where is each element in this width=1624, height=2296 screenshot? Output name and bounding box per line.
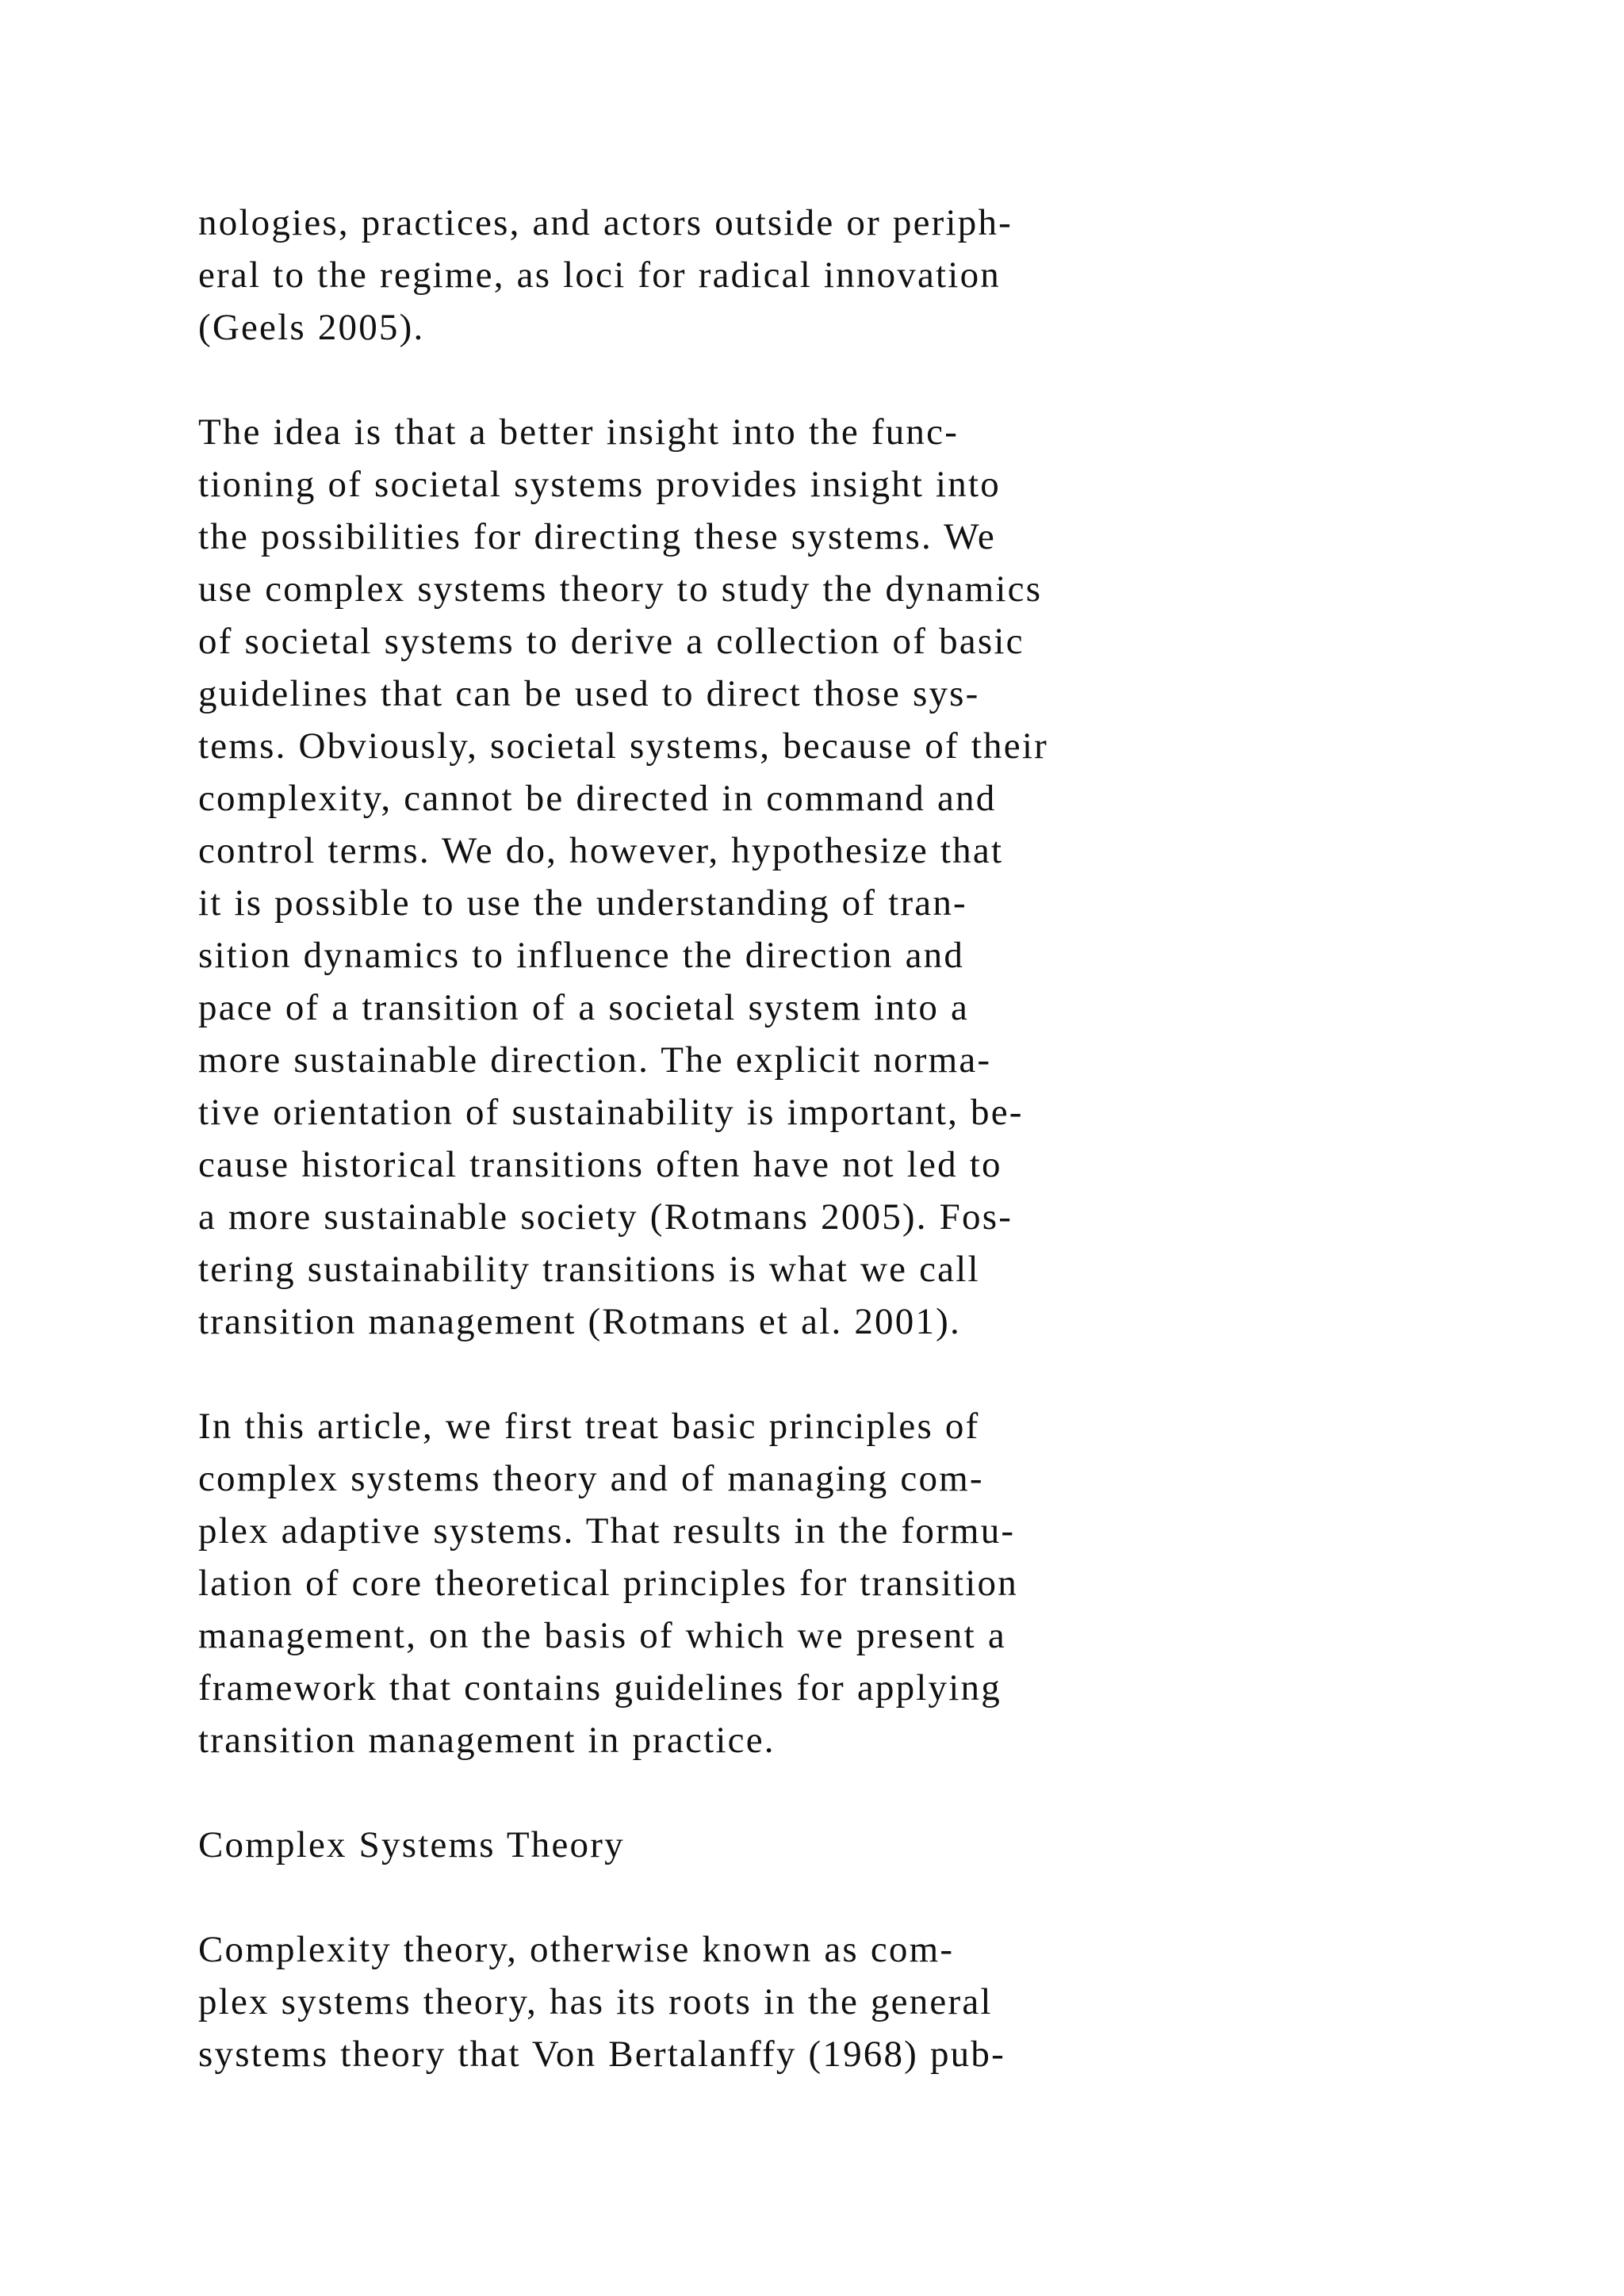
paragraph-1 xyxy=(198,197,1435,354)
text-line: management, on the basis of which we present a xyxy=(198,1615,1006,1656)
text-line: framework that contains guidelines for applying xyxy=(198,1667,1002,1709)
text-line: tive orientation of sustainability is important, be- xyxy=(198,1092,1024,1133)
text-line: transition management in practice. xyxy=(198,1720,776,1761)
text-line: guidelines that can be used to direct those sys- xyxy=(198,673,980,714)
text-line: transition management (Rotmans et al. 2001). xyxy=(198,1301,961,1342)
text-line: a more sustainable society (Rotmans 2005). Fos- xyxy=(198,1196,1013,1238)
paragraph-4 xyxy=(198,1923,1435,2080)
text-line: systems theory that Von Bertalanffy (1968) pub- xyxy=(198,2034,1005,2075)
text-line: plex adaptive systems. That results in the formu- xyxy=(198,1510,1016,1552)
text-line: tems. Obviously, societal systems, because of their xyxy=(198,725,1048,767)
text-line: it is possible to use the understanding of tran- xyxy=(198,882,967,924)
text-line: complexity, cannot be directed in command and xyxy=(198,778,997,819)
body-text xyxy=(198,197,1435,2133)
paragraph-3 xyxy=(198,1400,1435,1766)
text-line: eral to the regime, as loci for radical innovation xyxy=(198,254,1001,296)
text-line: complex systems theory and of managing com- xyxy=(198,1458,984,1499)
section-heading: Complex Systems Theory xyxy=(198,1824,625,1866)
paragraph-2 xyxy=(198,406,1435,1348)
text-line: use complex systems theory to study the dynamics xyxy=(198,568,1043,610)
text-line: tioning of societal systems provides insight into xyxy=(198,464,1001,505)
text-line: tering sustainability transitions is what we call xyxy=(198,1249,980,1290)
text-line: cause historical transitions often have not led to xyxy=(198,1144,1002,1185)
text-line: lation of core theoretical principles for transition xyxy=(198,1563,1018,1604)
text-line: the possibilities for directing these systems. We xyxy=(198,516,996,557)
text-line: control terms. We do, however, hypothesize that xyxy=(198,830,1004,871)
text-line: The idea is that a better insight into the func- xyxy=(198,411,959,453)
text-line: of societal systems to derive a collection of basic xyxy=(198,621,1025,662)
text-line: pace of a transition of a societal system into a xyxy=(198,987,970,1028)
text-line: In this article, we first treat basic principles of xyxy=(198,1406,980,1447)
text-line: (Geels 2005). xyxy=(198,307,425,348)
text-line: Complexity theory, otherwise known as com- xyxy=(198,1929,955,1970)
text-line: plex systems theory, has its roots in the general xyxy=(198,1981,993,2022)
text-line: more sustainable direction. The explicit norma- xyxy=(198,1039,992,1081)
text-line: nologies, practices, and actors outside or periph- xyxy=(198,202,1013,243)
text-line: sition dynamics to influence the direction and xyxy=(198,935,965,976)
